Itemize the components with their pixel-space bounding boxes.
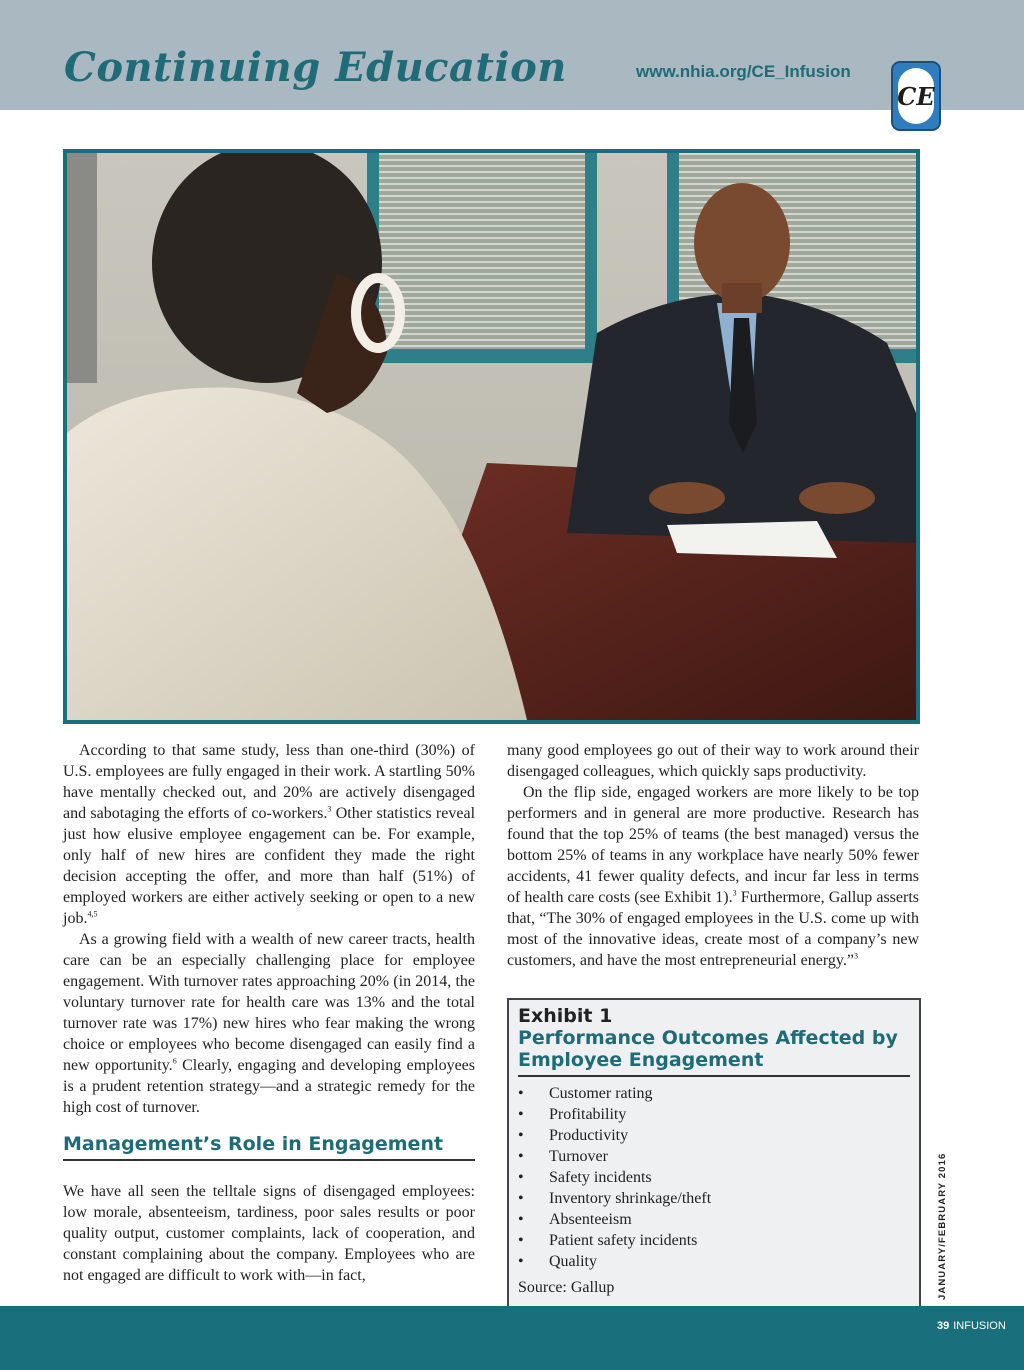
paragraph: On the flip side, engaged workers are more likely to be top performers and in general are more productive. Research has found that the top 25% of teams (the best managed) versus the bottom 25% of teams in any workplace have nearly 50% fewer accidents, 41 fewer quality defects, and incur far less in terms of health care costs (see Exhibit 1).$^3$ Furthermore, Gallup asserts that, “The 30% of engaged employees in the U.S. come up with most of the innovative ideas, create most of a company’s new customers, and have the most entrepreneurial energy.”$^3$ — [507, 784, 919, 969]
page-number: 39 — [937, 1320, 950, 1332]
page-footer — [0, 1306, 1024, 1370]
exhibit-source: Source: Gallup — [518, 1279, 615, 1296]
interview-photo — [63, 149, 920, 724]
article-column-right — [507, 740, 919, 971]
list-item: • Inventory shrinkage/theft — [518, 1190, 712, 1207]
list-item: • Patient safety incidents — [518, 1232, 698, 1249]
paragraph: many good employees go out of their way to work around their disengaged colleagues, which quickly saps productivity. — [507, 742, 919, 780]
exhibit-label: Exhibit 1 — [518, 1005, 613, 1027]
paragraph: As a growing field with a wealth of new career tracts, health care can be an especially challenging place for employee engagement. With turnover rates approaching 20% (in 2014, the voluntary turnover rate for health care was 13% and the total turnover rate was 17%) new hires who fear making the wrong choice or employees who become disengaged can easily find a new opportunity.$^6$ Clearly, engaging and developing employees is a prudent retention strategy—and a strategic remedy for the high cost of turnover. — [63, 931, 476, 1116]
bullet-icon: • — [518, 1085, 524, 1102]
bullet-icon: • — [518, 1169, 524, 1186]
citation: 6 — [172, 1056, 177, 1066]
exhibit-list — [518, 1083, 910, 1272]
ce-logo-text: CE — [898, 68, 934, 124]
bullet-icon: • — [518, 1190, 524, 1207]
section-title: Continuing Education — [64, 44, 567, 91]
paragraph: According to that same study, less than one-third (30%) of U.S. employees are fully engaged in their work. A startling 50% have mentally checked out, and 20% are actively disengaged and sabotaging the efforts of co-workers.$^3$ Other statistics reveal just how elusive employee engagement can be. For example, only half of new hires are confident they made the right decision accepting the offer, and more than half (51%) of employed workers are either actively seeking or open to a new job.$^{4,5}$ — [63, 742, 476, 927]
bullet-icon: • — [518, 1253, 524, 1270]
website-url[interactable]: www.nhia.org/CE_Infusion — [636, 62, 851, 81]
exhibit-title: Performance Outcomes Affected by Employee Engagement — [518, 1027, 910, 1077]
bullet-icon: • — [518, 1232, 524, 1249]
bullet-icon: • — [518, 1106, 524, 1123]
page-header — [0, 0, 1024, 110]
list-item: • Turnover — [518, 1148, 608, 1165]
magazine-name: INFUSION — [953, 1320, 1006, 1332]
list-item: • Productivity — [518, 1127, 629, 1144]
list-item: • Profitability — [518, 1106, 627, 1123]
issue-date: JANUARY/FEBRUARY 2016 — [937, 1152, 948, 1300]
bullet-icon: • — [518, 1148, 524, 1165]
citation: 3 — [732, 888, 737, 898]
ce-logo-icon — [891, 61, 941, 131]
citation: 3 — [853, 951, 858, 961]
article-column-left — [63, 740, 475, 1286]
list-item: • Absenteeism — [518, 1211, 632, 1228]
page-number-line — [937, 1320, 1006, 1332]
section-heading: Management’s Role in Engagement — [63, 1134, 475, 1161]
interview-photo-illustration — [67, 153, 916, 720]
list-item: • Quality — [518, 1253, 597, 1270]
bullet-icon: • — [518, 1127, 524, 1144]
exhibit-box — [507, 998, 921, 1308]
list-item: • Safety incidents — [518, 1169, 652, 1186]
citation: 4,5 — [87, 909, 98, 919]
citation: 3 — [327, 804, 332, 814]
list-item: • Customer rating — [518, 1085, 653, 1102]
paragraph: We have all seen the telltale signs of disengaged employees: low morale, absenteeism, tardiness, poor sales results or poor quality output, customer complaints, lack of cooperation, and constant complaining about the company. Employees who are not engaged are difficult to work with—in fact, — [63, 1183, 475, 1284]
bullet-icon: • — [518, 1211, 524, 1228]
